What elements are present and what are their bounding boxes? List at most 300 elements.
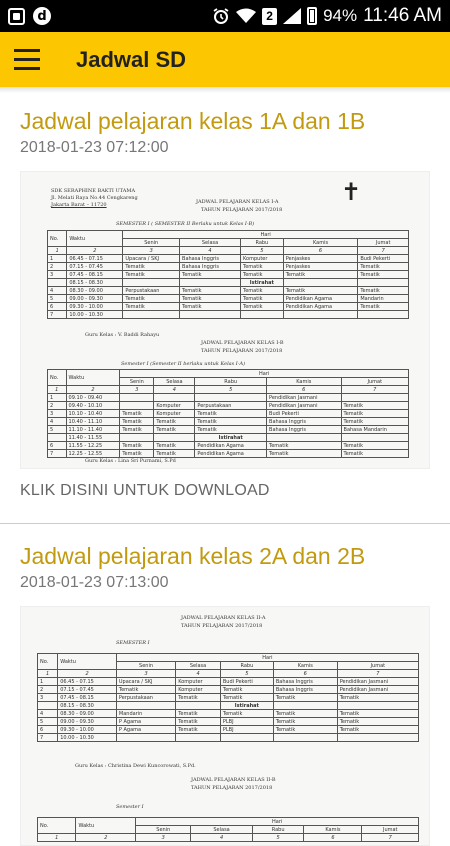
table-cell <box>116 734 175 742</box>
schedule-table <box>47 230 409 319</box>
table-cell <box>195 394 267 402</box>
table-cell <box>48 434 67 442</box>
table-cell: 4 <box>154 386 195 394</box>
table-cell: 08.15 - 08.30 <box>58 702 117 710</box>
table-cell: Komputer <box>176 686 221 694</box>
table-cell: Tematik <box>283 287 358 295</box>
table-number-row <box>38 834 419 842</box>
doc-subheading: TAHUN PELAJARAN 2017/2018 <box>201 207 283 213</box>
table-cell: Tematik <box>241 287 284 295</box>
table-cell: Perpustakaan <box>123 287 180 295</box>
table-cell: Tematik <box>120 450 154 458</box>
table-row <box>38 678 419 686</box>
table-cell: Tematik <box>195 418 267 426</box>
table-row <box>48 295 409 303</box>
table-cell <box>220 734 273 742</box>
school-name: SDK SERAPHINE BAKTI UTAMA <box>51 188 136 194</box>
table-cell <box>273 702 337 710</box>
table-cell: Pendidikan Jasmani <box>337 686 418 694</box>
table-cell: Tematik <box>180 271 241 279</box>
table-cell: PLBJ <box>220 726 273 734</box>
table-row <box>48 434 409 442</box>
table-row <box>48 255 409 263</box>
table-cell: Tematik <box>116 686 175 694</box>
table-row <box>48 410 409 418</box>
table-header-cell: Hari <box>116 654 418 662</box>
post-title[interactable]: Jadwal pelajaran kelas 2A dan 2B <box>20 543 366 569</box>
table-cell: Tematik <box>154 442 195 450</box>
notification-app-icon <box>8 8 25 25</box>
table-cell: 12.25 - 12.55 <box>66 450 120 458</box>
table-cell: 1 <box>48 394 67 402</box>
table-cell: 1 <box>48 386 67 394</box>
table-cell: 5 <box>241 247 284 255</box>
table-number-row <box>38 670 419 678</box>
status-bar <box>0 0 450 32</box>
table-cell <box>123 311 180 319</box>
table-cell: Tematik <box>267 442 342 450</box>
semester-note: Semester I <box>116 804 144 810</box>
table-cell: 1 <box>38 834 76 842</box>
schedule-table <box>37 817 419 842</box>
table-cell: 4 <box>191 834 253 842</box>
d-app-icon: d <box>33 7 51 25</box>
post-item[interactable] <box>0 542 450 846</box>
table-cell: 2 <box>38 686 58 694</box>
table-row <box>48 303 409 311</box>
table-cell: Bahasa Inggris <box>273 678 337 686</box>
post-date: 2018-01-23 07:13:00 <box>20 574 169 591</box>
table-header-cell: Hari <box>136 818 419 826</box>
table-cell: Tematik <box>273 694 337 702</box>
table-row <box>48 279 409 287</box>
table-header-cell: Senin <box>116 662 175 670</box>
school-address: Jl. Melati Raya No.44 Cengkareng <box>51 195 138 201</box>
table-cell <box>48 279 67 287</box>
table-cell: Tematik <box>337 710 418 718</box>
table-cell: 09.10 - 09.40 <box>66 394 120 402</box>
table-row <box>48 394 409 402</box>
table-cell <box>337 734 418 742</box>
table-cell: 1 <box>38 678 58 686</box>
table-cell <box>283 279 358 287</box>
table-row <box>38 686 419 694</box>
table-cell: Tematik <box>176 694 221 702</box>
doc-heading: JADWAL PELAJARAN KELAS II-B <box>191 777 276 783</box>
table-cell: 06.45 - 07.15 <box>58 678 117 686</box>
table-header-cell: Rabu <box>220 662 273 670</box>
table-cell: Pendidikan Jasmani <box>337 678 418 686</box>
table-cell: 7 <box>337 670 418 678</box>
table-row <box>38 718 419 726</box>
table-header-cell: No. <box>38 818 76 834</box>
table-header-cell: No. <box>48 370 67 386</box>
school-logo: ✝ <box>341 178 362 206</box>
table-cell: Tematik <box>358 271 409 279</box>
table-cell <box>267 434 342 442</box>
table-number-row <box>48 386 409 394</box>
table-cell <box>180 279 241 287</box>
table-header-cell: Senin <box>136 826 191 834</box>
table-cell: Tematik <box>120 410 154 418</box>
table-header-cell: Jumat <box>337 662 418 670</box>
table-cell: Tematik <box>241 295 284 303</box>
clock: 11:46 AM <box>363 5 442 26</box>
table-cell: 08.30 - 09.00 <box>67 287 123 295</box>
table-cell: 4 <box>48 287 67 295</box>
table-cell: 11.10 - 11.40 <box>66 426 120 434</box>
table-row <box>38 710 419 718</box>
table-cell: 2 <box>48 402 67 410</box>
table-cell <box>120 394 154 402</box>
table-cell: Tematik <box>283 271 358 279</box>
table-cell: 3 <box>48 410 67 418</box>
table-cell: 6 <box>283 247 358 255</box>
table-cell: Tematik <box>123 295 180 303</box>
schedule-image[interactable] <box>20 171 430 469</box>
table-cell: Tematik <box>341 450 408 458</box>
table-header-cell: Jumat <box>358 239 409 247</box>
table-cell: 7 <box>341 386 408 394</box>
table-cell <box>154 394 195 402</box>
table-cell: Bahasa Inggris <box>273 686 337 694</box>
table-cell: Tematik <box>176 710 221 718</box>
table-cell: Istirahat <box>195 434 267 442</box>
table-cell: PLBJ <box>220 718 273 726</box>
table-cell: 10.40 - 11.10 <box>66 418 120 426</box>
table-cell: Pendidikan Agama <box>195 450 267 458</box>
table-row <box>48 263 409 271</box>
table-cell: 5 <box>220 670 273 678</box>
table-header-cell: Selasa <box>176 662 221 670</box>
table-header-cell: Waktu <box>58 654 117 670</box>
table-cell: Komputer <box>154 410 195 418</box>
table-cell: 09.30 - 10.00 <box>67 303 123 311</box>
sim-icon: 2 <box>262 8 277 25</box>
table-header-cell: Senin <box>123 239 180 247</box>
table-cell: 4 <box>48 418 67 426</box>
table-row <box>38 694 419 702</box>
table-cell: Tematik <box>154 450 195 458</box>
table-cell: 5 <box>48 426 67 434</box>
table-cell: 09.00 - 09.30 <box>67 295 123 303</box>
app-bar <box>0 32 450 87</box>
table-cell <box>123 279 180 287</box>
table-cell: 5 <box>252 834 303 842</box>
table-cell: Pendidikan Jasmani <box>267 394 342 402</box>
table-cell <box>273 734 337 742</box>
table-cell: 07.15 - 07.45 <box>67 263 123 271</box>
table-cell: 11.40 - 11.55 <box>66 434 120 442</box>
teacher-name: Guru Kelas : Lina Sri Purnami, S.Pd <box>85 458 176 464</box>
table-cell: Tematik <box>176 726 221 734</box>
table-cell: Tematik <box>120 418 154 426</box>
hamburger-menu-icon[interactable] <box>2 32 52 87</box>
table-cell: Bahasa Inggris <box>180 263 241 271</box>
table-cell: Istirahat <box>241 279 284 287</box>
table-cell <box>176 734 221 742</box>
table-cell <box>120 402 154 410</box>
school-city: Jakarta Barat – 11720 <box>51 202 107 208</box>
table-cell: Pendidikan Agama <box>283 295 358 303</box>
table-cell: 08.15 - 08.30 <box>67 279 123 287</box>
table-cell: Tematik <box>337 726 418 734</box>
table-cell <box>120 434 154 442</box>
table-header-cell: Selasa <box>191 826 253 834</box>
table-header-cell: Selasa <box>180 239 241 247</box>
table-cell: 7 <box>48 311 67 319</box>
table-cell: 07.45 - 08.15 <box>67 271 123 279</box>
table-header-cell: Rabu <box>241 239 284 247</box>
table-cell: 5 <box>48 295 67 303</box>
table-cell: Tematik <box>220 686 273 694</box>
table-header-cell: No. <box>48 231 67 247</box>
table-cell: 3 <box>38 694 58 702</box>
table-cell: 10.00 - 10.30 <box>58 734 117 742</box>
table-cell: Upacara / SKJ <box>123 255 180 263</box>
table-cell: 09.30 - 10.00 <box>58 726 117 734</box>
table-cell: 06.45 - 07.15 <box>67 255 123 263</box>
table-cell: Tematik <box>341 410 408 418</box>
schedule-image[interactable] <box>20 606 430 846</box>
table-cell: Perpustakaan <box>195 402 267 410</box>
table-cell: Tematik <box>273 718 337 726</box>
table-row <box>48 450 409 458</box>
table-cell: Tematik <box>176 718 221 726</box>
table-cell <box>241 311 284 319</box>
table-cell: Tematik <box>337 718 418 726</box>
table-row <box>48 402 409 410</box>
doc-subheading: TAHUN PELAJARAN 2017/2018 <box>181 623 263 629</box>
doc-subheading: TAHUN PELAJARAN 2017/2018 <box>201 348 283 354</box>
table-cell: 2 <box>48 263 67 271</box>
post-title[interactable]: Jadwal pelajaran kelas 1A dan 1B <box>20 108 366 134</box>
table-row <box>48 311 409 319</box>
table-cell: 7 <box>358 247 409 255</box>
table-cell: 3 <box>123 247 180 255</box>
table-cell: Komputer <box>176 678 221 686</box>
table-cell: 07.45 - 08.15 <box>58 694 117 702</box>
table-cell: P Agama <box>116 718 175 726</box>
table-cell: Tematik <box>241 271 284 279</box>
table-cell: Perpustakaan <box>116 694 175 702</box>
table-cell: Tematik <box>358 287 409 295</box>
table-cell: Tematik <box>120 426 154 434</box>
table-row <box>48 426 409 434</box>
table-cell: Tematik <box>195 410 267 418</box>
table-cell: 6 <box>48 303 67 311</box>
table-cell: 4 <box>180 247 241 255</box>
table-cell: 7 <box>38 734 58 742</box>
table-cell: 6 <box>273 670 337 678</box>
download-link[interactable]: KLIK DISINI UNTUK DOWNLOAD <box>20 482 270 499</box>
table-cell: Tematik <box>267 450 342 458</box>
table-cell: 6 <box>267 386 342 394</box>
table-cell: 5 <box>38 718 58 726</box>
table-cell: Pendidikan Agama <box>195 442 267 450</box>
post-item[interactable] <box>0 107 450 501</box>
table-cell: 4 <box>176 670 221 678</box>
table-header-cell: Kamis <box>273 662 337 670</box>
table-row <box>48 418 409 426</box>
table-header-cell: Jumat <box>341 378 408 386</box>
table-header-cell: No. <box>38 654 58 670</box>
table-cell: 6 <box>48 442 67 450</box>
table-cell: Istirahat <box>220 702 273 710</box>
table-cell: 08.30 - 09.00 <box>58 710 117 718</box>
doc-heading: JADWAL PELAJARAN KELAS I-A <box>196 199 279 205</box>
schedule-table <box>47 369 409 458</box>
table-cell: 6 <box>38 726 58 734</box>
table-cell: 7 <box>362 834 419 842</box>
table-cell: 4 <box>38 710 58 718</box>
signal-icon <box>283 8 301 24</box>
table-row <box>48 442 409 450</box>
table-cell: 3 <box>120 386 154 394</box>
table-cell: Tematik <box>123 271 180 279</box>
table-header-cell: Senin <box>120 378 154 386</box>
table-cell: 3 <box>48 271 67 279</box>
table-cell: Tematik <box>273 726 337 734</box>
table-cell: 3 <box>116 670 175 678</box>
table-header-row <box>48 370 409 378</box>
table-row <box>38 702 419 710</box>
table-cell: Tematik <box>341 402 408 410</box>
semester-note: Semester I (Semester II berlaku untuk Kelas I-A) <box>121 361 246 367</box>
table-number-row <box>48 247 409 255</box>
table-cell <box>283 311 358 319</box>
table-cell <box>341 434 408 442</box>
table-cell: Komputer <box>154 402 195 410</box>
table-cell: Budi Pekerti <box>267 410 342 418</box>
table-cell <box>116 702 175 710</box>
table-cell <box>176 702 221 710</box>
table-cell <box>38 702 58 710</box>
table-cell: Mandarin <box>358 295 409 303</box>
table-cell: 2 <box>67 247 123 255</box>
table-cell: Tematik <box>341 442 408 450</box>
table-cell: Tematik <box>123 303 180 311</box>
table-cell <box>358 279 409 287</box>
table-header-cell: Waktu <box>67 231 123 247</box>
table-header-cell: Kamis <box>304 826 362 834</box>
table-cell: Tematik <box>337 694 418 702</box>
post-date: 2018-01-23 07:12:00 <box>20 139 169 156</box>
table-header-cell: Waktu <box>66 370 120 386</box>
table-cell: 1 <box>48 255 67 263</box>
table-cell: Tematik <box>358 303 409 311</box>
table-cell: 10.10 - 10.40 <box>66 410 120 418</box>
table-cell: Tematik <box>241 263 284 271</box>
table-cell: Penjaskes <box>283 255 358 263</box>
wifi-icon <box>236 8 256 24</box>
table-cell: Tematik <box>180 295 241 303</box>
table-cell <box>341 394 408 402</box>
table-cell <box>358 311 409 319</box>
table-cell: Tematik <box>220 694 273 702</box>
table-cell: 09.40 - 10.10 <box>66 402 120 410</box>
table-cell: Penjaskes <box>283 263 358 271</box>
semester-note: SEMESTER I ( SEMESTER II Berlaku untuk Kelas I-B) <box>116 221 255 227</box>
table-header-cell: Kamis <box>283 239 358 247</box>
table-cell: 3 <box>136 834 191 842</box>
table-cell <box>154 434 195 442</box>
table-cell: Bahasa Inggris <box>267 418 342 426</box>
doc-heading: JADWAL PELAJARAN KELAS I-B <box>201 340 284 346</box>
battery-icon <box>307 7 317 25</box>
doc-heading: JADWAL PELAJARAN KELAS II-A <box>181 615 266 621</box>
table-cell: Tematik <box>123 263 180 271</box>
table-cell: 07.15 - 07.45 <box>58 686 117 694</box>
table-cell: 1 <box>48 247 67 255</box>
table-cell: Tematik <box>154 426 195 434</box>
table-cell: Bahasa Inggris <box>180 255 241 263</box>
table-cell: Bahasa Mandarin <box>341 426 408 434</box>
table-cell: 1 <box>38 670 58 678</box>
table-header-cell: Selasa <box>154 378 195 386</box>
table-cell: 2 <box>76 834 136 842</box>
post-list[interactable] <box>0 87 450 841</box>
table-header-cell: Rabu <box>195 378 267 386</box>
table-cell: Komputer <box>241 255 284 263</box>
battery-percent: 94% <box>323 6 358 25</box>
table-cell: Tematik <box>154 418 195 426</box>
table-cell: Tematik <box>341 418 408 426</box>
semester-note: SEMESTER I <box>116 640 150 646</box>
table-header-cell: Waktu <box>76 818 136 834</box>
table-cell: Tematik <box>195 426 267 434</box>
table-cell: Budi Pekerti <box>358 255 409 263</box>
doc-subheading: TAHUN PELAJARAN 2017/2018 <box>191 785 273 791</box>
table-cell: 7 <box>48 450 67 458</box>
table-cell: 11.55 - 12.25 <box>66 442 120 450</box>
page-title: Jadwal SD <box>76 46 187 72</box>
table-cell: Tematik <box>358 263 409 271</box>
table-cell: 6 <box>304 834 362 842</box>
table-cell: 2 <box>66 386 120 394</box>
table-cell: Bahasa Inggris <box>267 426 342 434</box>
teacher-name: Guru Kelas : Christina Dewi Kuncorowati, S.Pd. <box>75 763 196 769</box>
table-row <box>48 271 409 279</box>
table-cell: Tematik <box>241 303 284 311</box>
table-header-row <box>38 654 419 662</box>
table-header-cell: Hari <box>120 370 409 378</box>
table-row <box>38 734 419 742</box>
table-row <box>38 726 419 734</box>
table-cell: Budi Pekerti <box>220 678 273 686</box>
table-cell: Tematik <box>220 710 273 718</box>
table-cell: Upacara / SKJ <box>116 678 175 686</box>
alarm-icon <box>212 7 230 25</box>
table-cell: 09.00 - 09.30 <box>58 718 117 726</box>
table-cell: 5 <box>195 386 267 394</box>
table-cell: Tematik <box>180 303 241 311</box>
table-cell: Tematik <box>120 442 154 450</box>
table-header-cell: Kamis <box>267 378 342 386</box>
table-header-cell: Jumat <box>362 826 419 834</box>
table-cell: Pendidikan Agama <box>283 303 358 311</box>
table-cell: 10.00 - 10.30 <box>67 311 123 319</box>
table-cell: Mandarin <box>116 710 175 718</box>
table-header-row <box>48 231 409 239</box>
table-cell <box>337 702 418 710</box>
teacher-name: Guru Kelas : V. Baddi Rahayu <box>85 332 160 338</box>
table-header-cell: Hari <box>123 231 409 239</box>
schedule-table <box>37 653 419 742</box>
table-row <box>48 287 409 295</box>
table-cell: Tematik <box>273 710 337 718</box>
table-cell <box>180 311 241 319</box>
